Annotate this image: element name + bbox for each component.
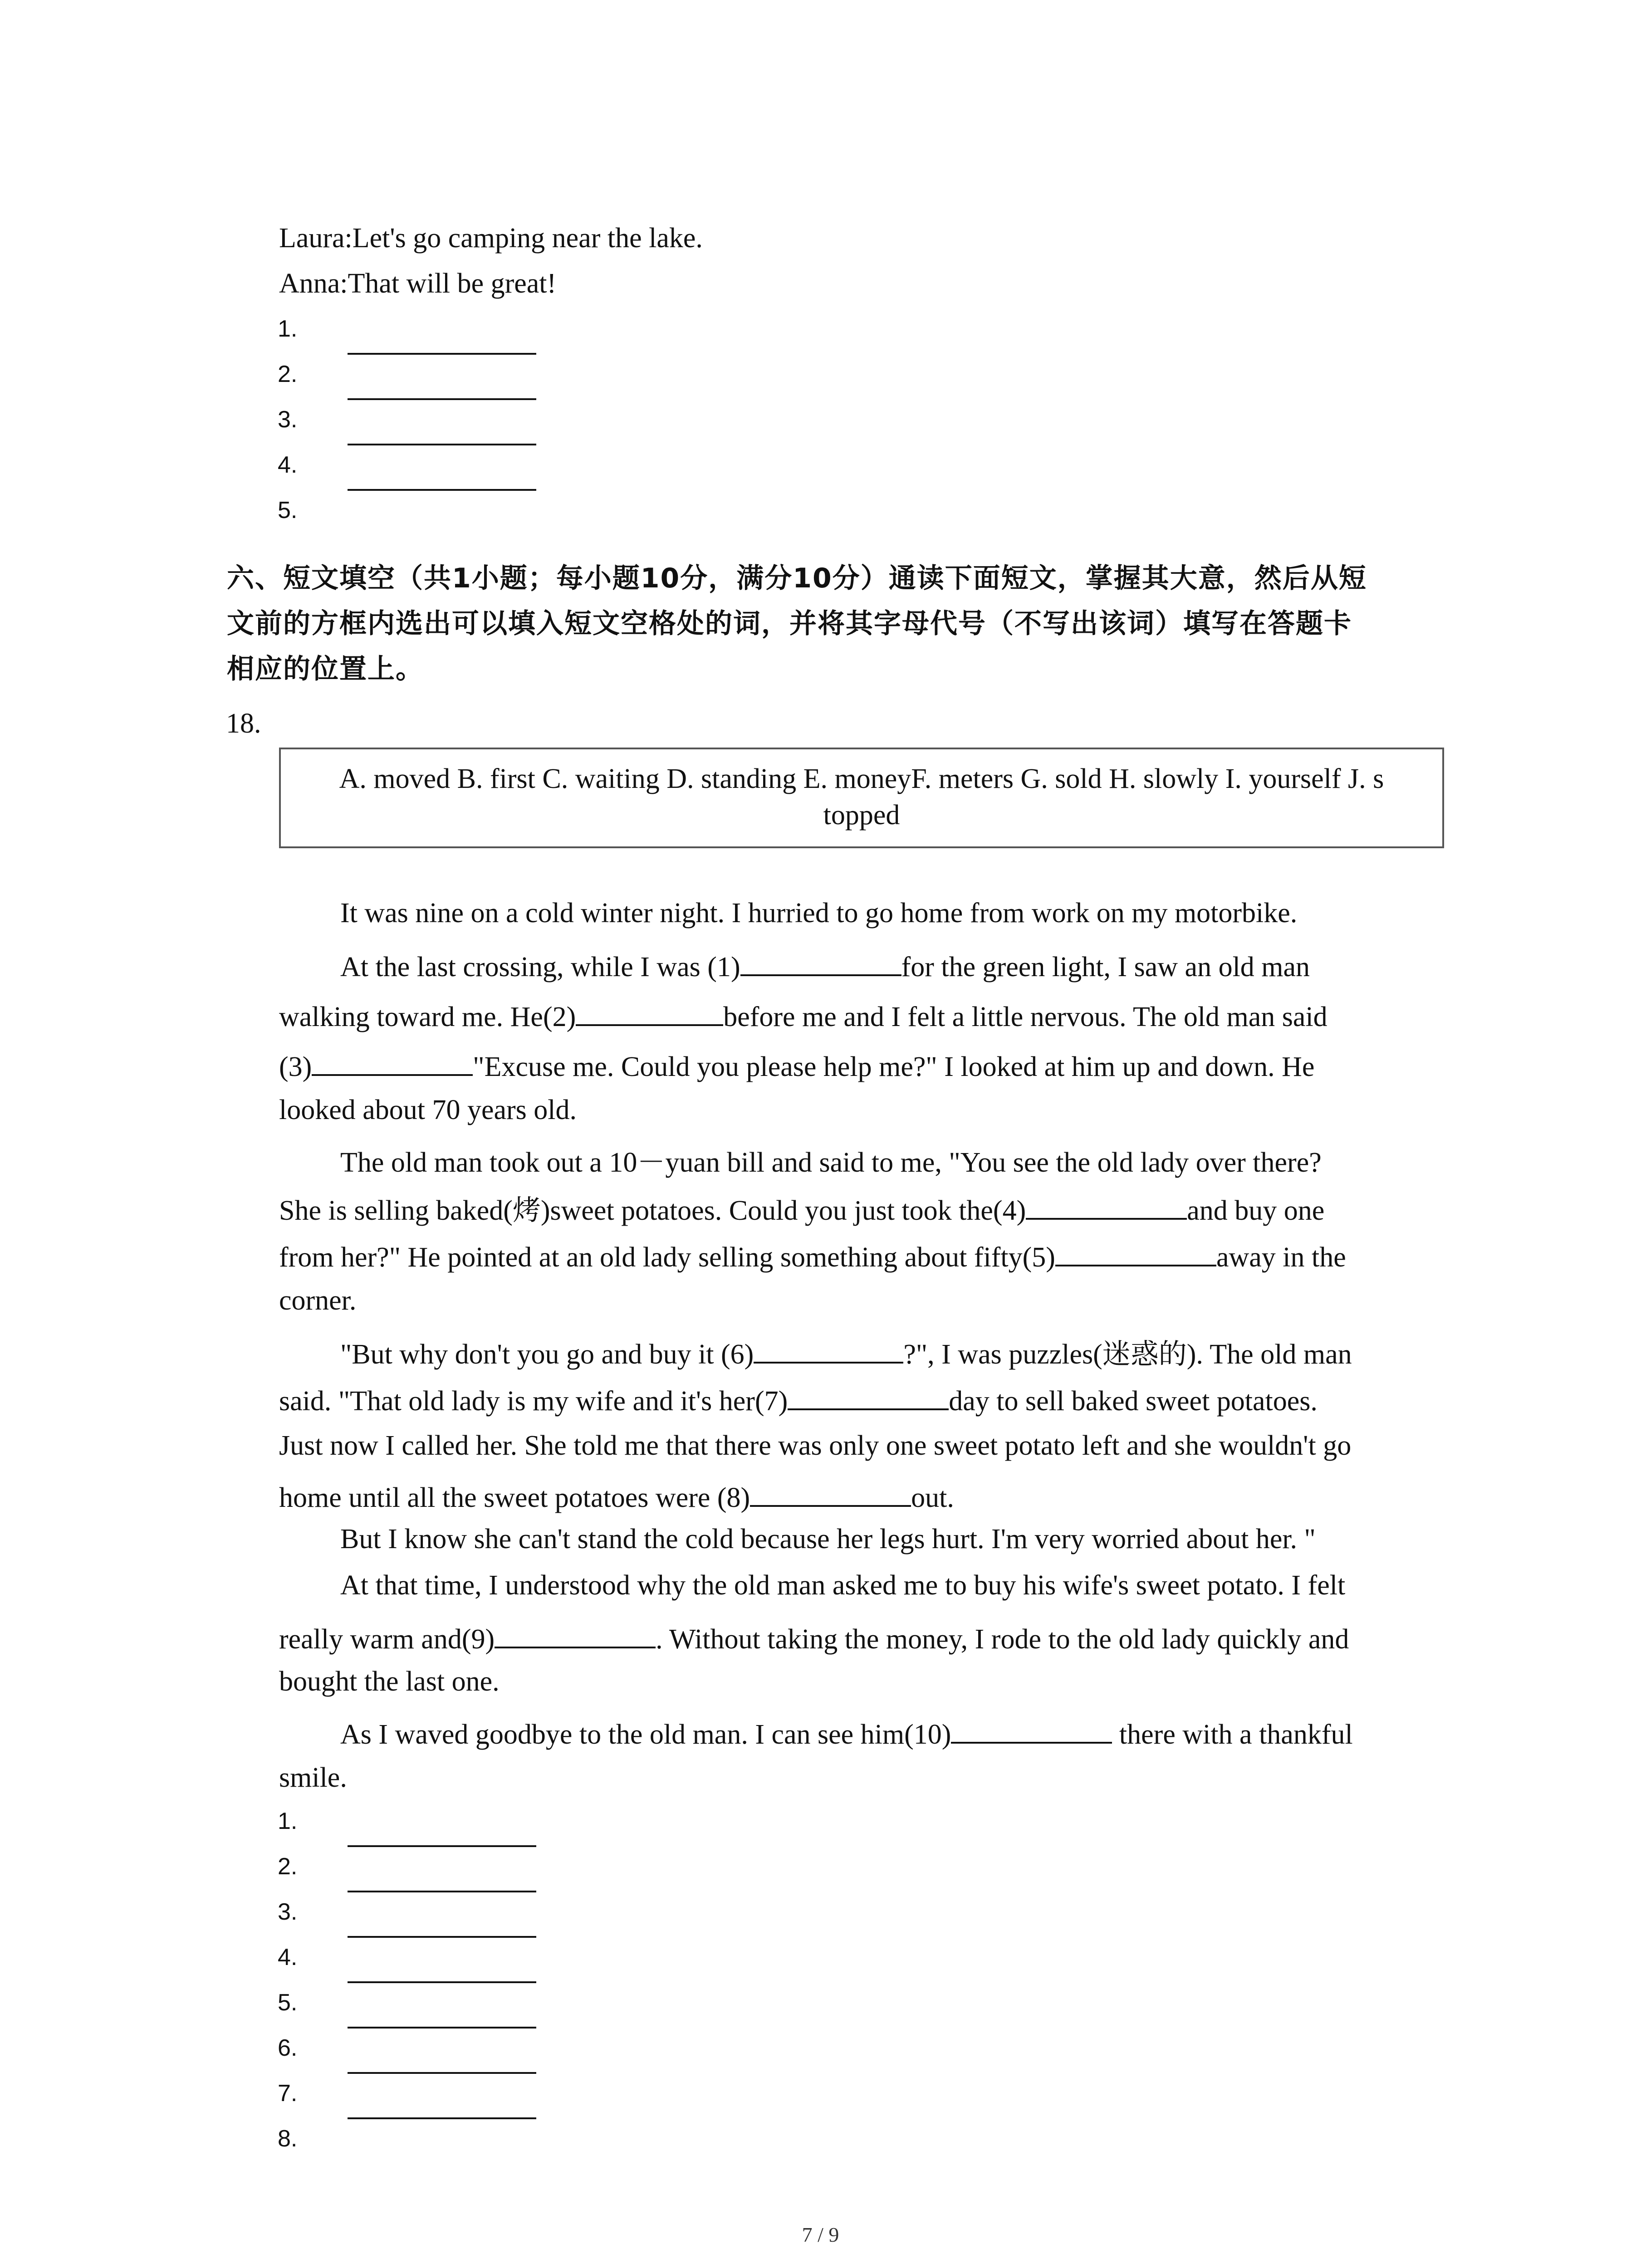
answer-number: 1. <box>278 1808 298 1834</box>
passage-line: At that time, I understood why the old man asked me to buy his wife's sweet potato. I felt <box>340 1570 1346 1601</box>
passage-line <box>279 1619 1450 1656</box>
passage-line <box>279 1047 1450 1083</box>
passage-line <box>279 1237 1450 1274</box>
passage-line <box>279 1188 1450 1228</box>
passage-line <box>279 1331 1511 1372</box>
passage-text: for the green light, I saw an old man <box>901 952 1310 982</box>
answer-number: 8. <box>278 2126 298 2152</box>
passage-text: walking toward me. He(2) <box>279 1002 576 1032</box>
passage-line: But I know she can't stand the cold because her legs hurt. I'm very worried about her. " <box>340 1524 1316 1554</box>
passage-line <box>279 1715 1511 1751</box>
answer-number: 2. <box>278 361 298 387</box>
passage-text: "But why don't you go and buy it (6) <box>340 1339 754 1370</box>
section-heading-line: 相应的位置上。 <box>227 653 424 685</box>
question-number: 18. <box>226 708 261 739</box>
answer-number: 7. <box>278 2080 298 2107</box>
passage-line: smile. <box>279 1762 347 1793</box>
answer-blank-line[interactable] <box>348 2072 536 2074</box>
answer-number: 2. <box>278 1853 298 1880</box>
passage-text: ?", I was puzzles(迷惑的). The old man <box>903 1339 1352 1370</box>
passage-text: day to sell baked sweet potatoes. <box>949 1386 1318 1417</box>
dialogue-line-anna: Anna:That will be great! <box>279 268 557 299</box>
answer-number: 4. <box>278 1944 298 1970</box>
word-choice-line: A. moved B. first C. waiting D. standing E. moneyF. meters G. sold H. slowly I. yourself J. s <box>339 763 1384 794</box>
passage-text: At the last crossing, while I was (1) <box>340 952 740 982</box>
blank-5[interactable] <box>1055 1237 1216 1266</box>
answer-number: 6. <box>278 2035 298 2061</box>
passage-text: . Without taking the money, I rode to the old lady quickly and <box>656 1624 1349 1655</box>
passage-text: and buy one <box>1187 1195 1325 1226</box>
page-number: 7 / 9 <box>802 2223 839 2246</box>
blank-9[interactable] <box>495 1619 656 1648</box>
passage-text: really warm and(9) <box>279 1624 495 1655</box>
blank-8[interactable] <box>750 1478 911 1507</box>
passage-text: away in the <box>1216 1242 1346 1273</box>
answer-blank-line[interactable] <box>348 398 536 400</box>
answer-blank-line[interactable] <box>348 1891 536 1892</box>
passage-line <box>279 1381 1450 1418</box>
section-heading-line: 文前的方框内选出可以填入短文空格处的词，并将其字母代号（不写出该词）填写在答题卡 <box>227 608 1352 640</box>
blank-4[interactable] <box>1026 1191 1187 1220</box>
answer-blank-line[interactable] <box>348 1936 536 1938</box>
section-heading <box>227 556 1452 692</box>
passage-line: bought the last one. <box>279 1666 500 1697</box>
answer-number: 4. <box>278 452 298 478</box>
passage-text: She is selling baked(烤)sweet potatoes. Could you just took the(4) <box>279 1195 1026 1226</box>
answer-blank-line[interactable] <box>348 2117 536 2119</box>
passage-text: before me and I felt a little nervous. The old man said <box>723 1002 1327 1032</box>
answer-number: 5. <box>278 1989 298 2016</box>
answer-blank-line[interactable] <box>348 489 536 491</box>
blank-2[interactable] <box>576 997 723 1026</box>
blank-7[interactable] <box>788 1381 949 1410</box>
passage-text: out. <box>911 1482 954 1513</box>
word-choice-box <box>279 748 1444 848</box>
answer-blank-line[interactable] <box>348 2027 536 2028</box>
answer-number: 3. <box>278 406 298 433</box>
passage-text: said. "That old lady is my wife and it's her(7) <box>279 1386 788 1417</box>
passage-line <box>279 997 1450 1033</box>
passage-line <box>279 1478 1450 1514</box>
blank-3[interactable] <box>312 1047 473 1076</box>
passage-text: there with a thankful <box>1112 1719 1353 1750</box>
passage-text: home until all the sweet potatoes were (8) <box>279 1482 750 1513</box>
answer-number: 3. <box>278 1899 298 1925</box>
answer-blank-line[interactable] <box>348 1981 536 1983</box>
passage-line: corner. <box>279 1285 357 1316</box>
passage-line: The old man took out a 10－yuan bill and said to me, "You see the old lady over there? <box>340 1147 1322 1178</box>
blank-1[interactable] <box>740 947 901 976</box>
answer-number: 1. <box>278 316 298 342</box>
passage-text: (3) <box>279 1051 312 1082</box>
section-heading-line: 六、短文填空（共1小题；每小题10分，满分10分）通读下面短文，掌握其大意，然后从短 <box>227 562 1367 594</box>
dialogue-line-laura: Laura:Let's go camping near the lake. <box>279 223 703 254</box>
passage-text: from her?" He pointed at an old lady selling something about fifty(5) <box>279 1242 1055 1273</box>
passage-line <box>279 947 1511 983</box>
answer-blank-line[interactable] <box>348 353 536 355</box>
word-choice-line: topped <box>823 800 900 831</box>
passage-text: As I waved goodbye to the old man. I can see him(10) <box>340 1719 951 1750</box>
blank-6[interactable] <box>754 1334 903 1364</box>
passage-line: Just now I called her. She told me that there was only one sweet potato left and she wouldn't go <box>279 1430 1352 1461</box>
passage-text: "Excuse me. Could you please help me?" I looked at him up and down. He <box>473 1051 1315 1082</box>
answer-blank-line[interactable] <box>348 444 536 445</box>
answer-blank-line[interactable] <box>348 1845 536 1847</box>
blank-10[interactable] <box>951 1715 1112 1744</box>
passage-line: It was nine on a cold winter night. I hurried to go home from work on my motorbike. <box>340 898 1298 929</box>
passage-line: looked about 70 years old. <box>279 1095 577 1125</box>
answer-number: 5. <box>278 497 298 523</box>
